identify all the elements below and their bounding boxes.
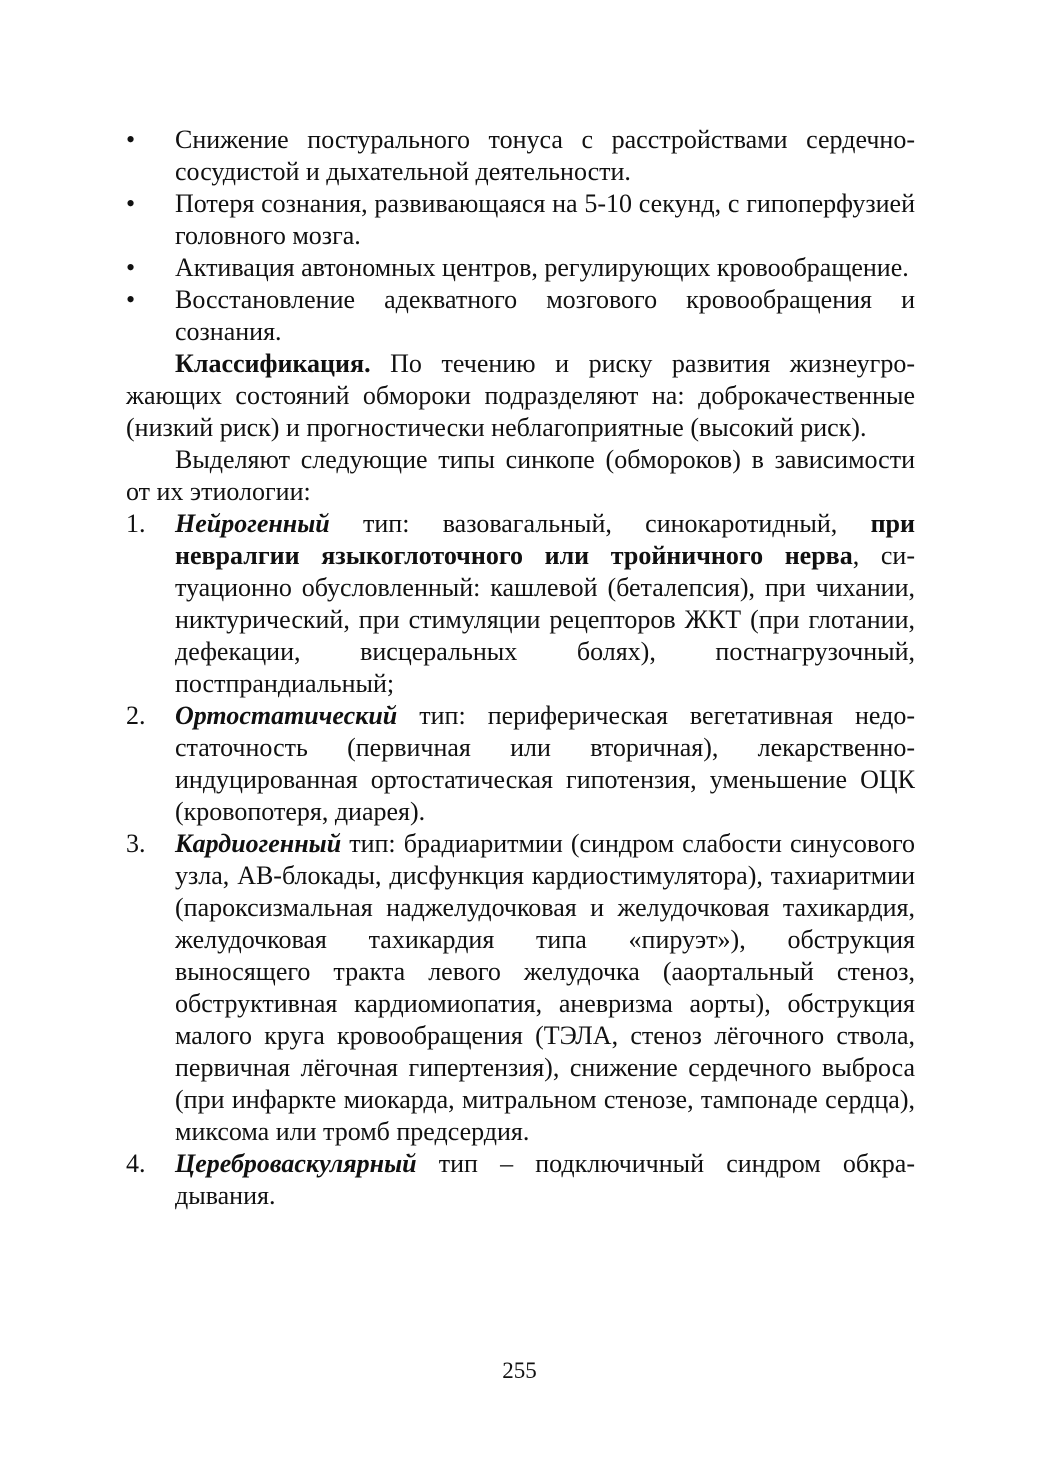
numbered-item: [126, 700, 915, 828]
type-text: тип: вазовагальный, синокаротидный,: [329, 509, 871, 538]
bullet-item: [126, 188, 915, 252]
type-bold-text: при невралгии языкоглоточного или тройничного нерва: [175, 509, 915, 570]
classification-paragraph: [126, 348, 915, 444]
type-term: Кардиогенный: [175, 829, 342, 858]
bullet-text: Восстановление адекватного мозгового кровообращения и сознания.: [175, 285, 915, 346]
item-number: 3.: [126, 829, 146, 858]
page-body: [126, 124, 915, 1212]
type-text: тип: периферическая вегетативная недостаточность (первичная или вторичная), лекарственно-индуцированная ортостатическая гипотензия, уменьшение ОЦК (кровопотеря, диарея).: [175, 701, 915, 826]
bullet-marker: •: [126, 285, 136, 314]
bullet-text: Потеря сознания, развивающаяся на 5-10 секунд, с гипоперфузией головного мозга.: [175, 189, 915, 250]
numbered-item: [126, 508, 915, 700]
type-term: Ортостатический: [175, 701, 398, 730]
item-number: 2.: [126, 701, 146, 730]
type-text: тип: брадиаритмии (синдром слабости синусового узла, АВ-блокады, дисфункция кардиостимулятора), тахиаритмии (пароксизмальная наджелудочковая и желудочковая тахикардия, желудочковая тахикардия типа «пируэт»), обструкция выносящего тракта левого желудочка (ааортальный стеноз, обструктивная кардиомиопатия, аневризма аорты), обструкция малого круга кровообращения (ТЭЛА, стеноз лёгочного ствола, первичная лёгочная гипертензия), снижение сердечного выброса (при инфаркте миокарда, митральном стенозе, тампонаде сердца), миксома или тромб предсердия.: [175, 829, 915, 1146]
type-text-continued: , ситуационно обусловленный: кашлевой (беталепсия), при чихании, никтурический, при стимуляции рецепторов ЖКТ (при глотании, дефекации, висцеральных болях), постнагрузочный, постпрандиальный;: [175, 541, 915, 698]
types-intro-paragraph: Выделяют следующие типы синкопе (обмороков) в зависимости от их этиологии:: [126, 445, 915, 506]
page-number: 255: [502, 1358, 537, 1383]
bullet-marker: •: [126, 253, 136, 282]
bullet-text: Снижение постурального тонуса с расстройствами сердечно-сосудистой и дыхательной деятельности.: [175, 125, 915, 186]
bullet-item: [126, 284, 915, 348]
classification-heading: Классификация.: [175, 349, 371, 378]
item-number: 4.: [126, 1149, 146, 1178]
bullet-marker: •: [126, 189, 136, 218]
bullet-item: [126, 252, 915, 284]
numbered-item: [126, 1148, 915, 1212]
bullet-marker: •: [126, 125, 136, 154]
bullet-item: [126, 124, 915, 188]
type-text: тип – подключичный синдром обкрадывания.: [175, 1149, 915, 1210]
item-number: 1.: [126, 509, 146, 538]
numbered-item: [126, 828, 915, 1148]
type-term: Цереброваскулярный: [175, 1149, 417, 1178]
type-term: Нейрогенный: [175, 509, 330, 538]
bullet-text: Активация автономных центров, регулирующих кровообращение.: [175, 253, 909, 282]
classification-text: По течению и риску развития жизнеугрожающих состояний обмороки подразделяют на: доброкачественные (низкий риск) и прогностически неблагоприятные (высокий риск).: [126, 349, 915, 442]
